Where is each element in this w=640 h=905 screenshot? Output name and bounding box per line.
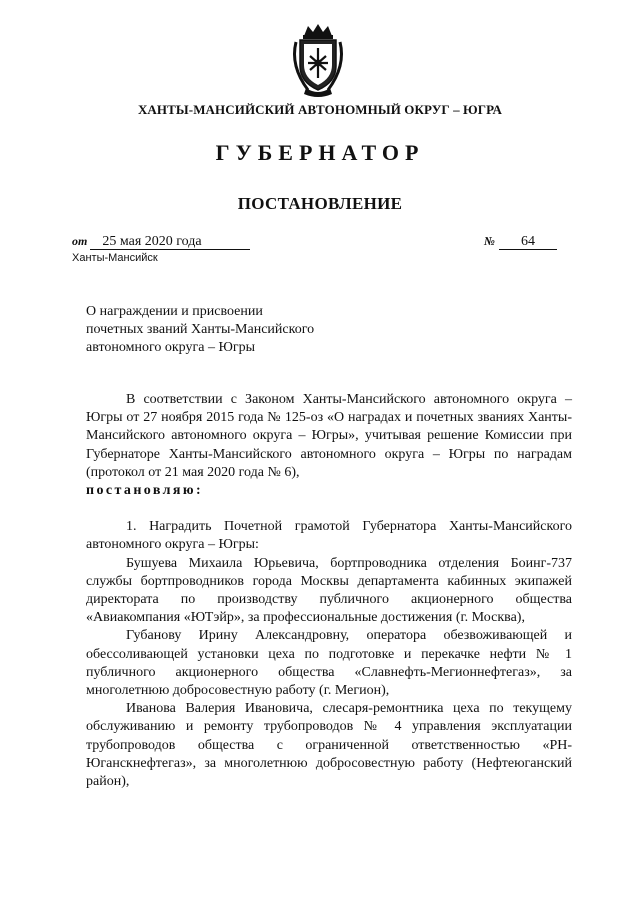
document-number: 64 xyxy=(499,234,557,250)
date-line xyxy=(72,234,250,250)
subject-line: автономного округа – Югры xyxy=(86,340,255,355)
awardee-paragraph: Иванова Валерия Ивановича, слесаря-ремонтника цеха по текущему обслуживанию и ремонту трубопроводов № 4 управления эксплуатации трубопроводов общества с ограниченной ответственностью «РН-Юганскнефтегаз», за многолетнюю добросовестную работу (Нефтеюганский район), xyxy=(86,701,572,790)
coat-of-arms-icon xyxy=(286,22,350,98)
document-date: 25 мая 2020 года xyxy=(90,234,249,250)
awardee-paragraph: Губанову Ирину Александровну, оператора обезвоживающей и обессоливающей установки цеха по подготовке и перекачке нефти № 1 публичного акционерного общества «Славнефть-Мегионнефтегаз», за многолетнюю добросовестную работу (г. Мегион), xyxy=(86,628,572,699)
subject-line: почетных званий Ханты-Мансийского xyxy=(86,322,315,337)
resolution-word: постановляю: xyxy=(86,483,204,499)
document-body xyxy=(86,391,572,791)
document-subject xyxy=(86,303,314,357)
subject-line: О награждении и присвоении xyxy=(86,304,263,319)
awardee-paragraph: Бушуева Михаила Юрьевича, бортпроводника отделения Боинг-737 службы бортпроводников города Москвы департамента кабинных экипажей директората по производству публичного акционерного общества «Авиакомпания «ЮТэйр», за профессиональные достижения (г. Москва), xyxy=(86,555,572,626)
city: Ханты-Мансийск xyxy=(72,252,158,264)
region-title: ХАНТЫ-МАНСИЙСКИЙ АВТОНОМНЫЙ ОКРУГ – ЮГРА xyxy=(137,102,503,117)
number-line xyxy=(484,234,557,250)
date-prefix: от xyxy=(72,234,88,248)
item-1-paragraph: 1. Наградить Почетной грамотой Губернатора Ханты-Мансийского автономного округа – Югры: xyxy=(86,519,572,553)
number-prefix: № xyxy=(484,234,495,248)
document-type: ПОСТАНОВЛЕНИЕ xyxy=(237,194,403,213)
preamble-paragraph xyxy=(86,391,572,500)
preamble-text: В соответствии с Законом Ханты-Мансийского автономного округа – Югры от 27 ноября 2015 года № 125-оз «О наградах и почетных званиях Ханты-Мансийского автономного округа – Югры», учитывая решение Комиссии при Губернаторе Ханты-Мансийского автономного округа – Югры по наградам (протокол от 21 мая 2020 года № 6), xyxy=(86,392,572,480)
authority-title: ГУБЕРНАТОР xyxy=(215,140,425,165)
